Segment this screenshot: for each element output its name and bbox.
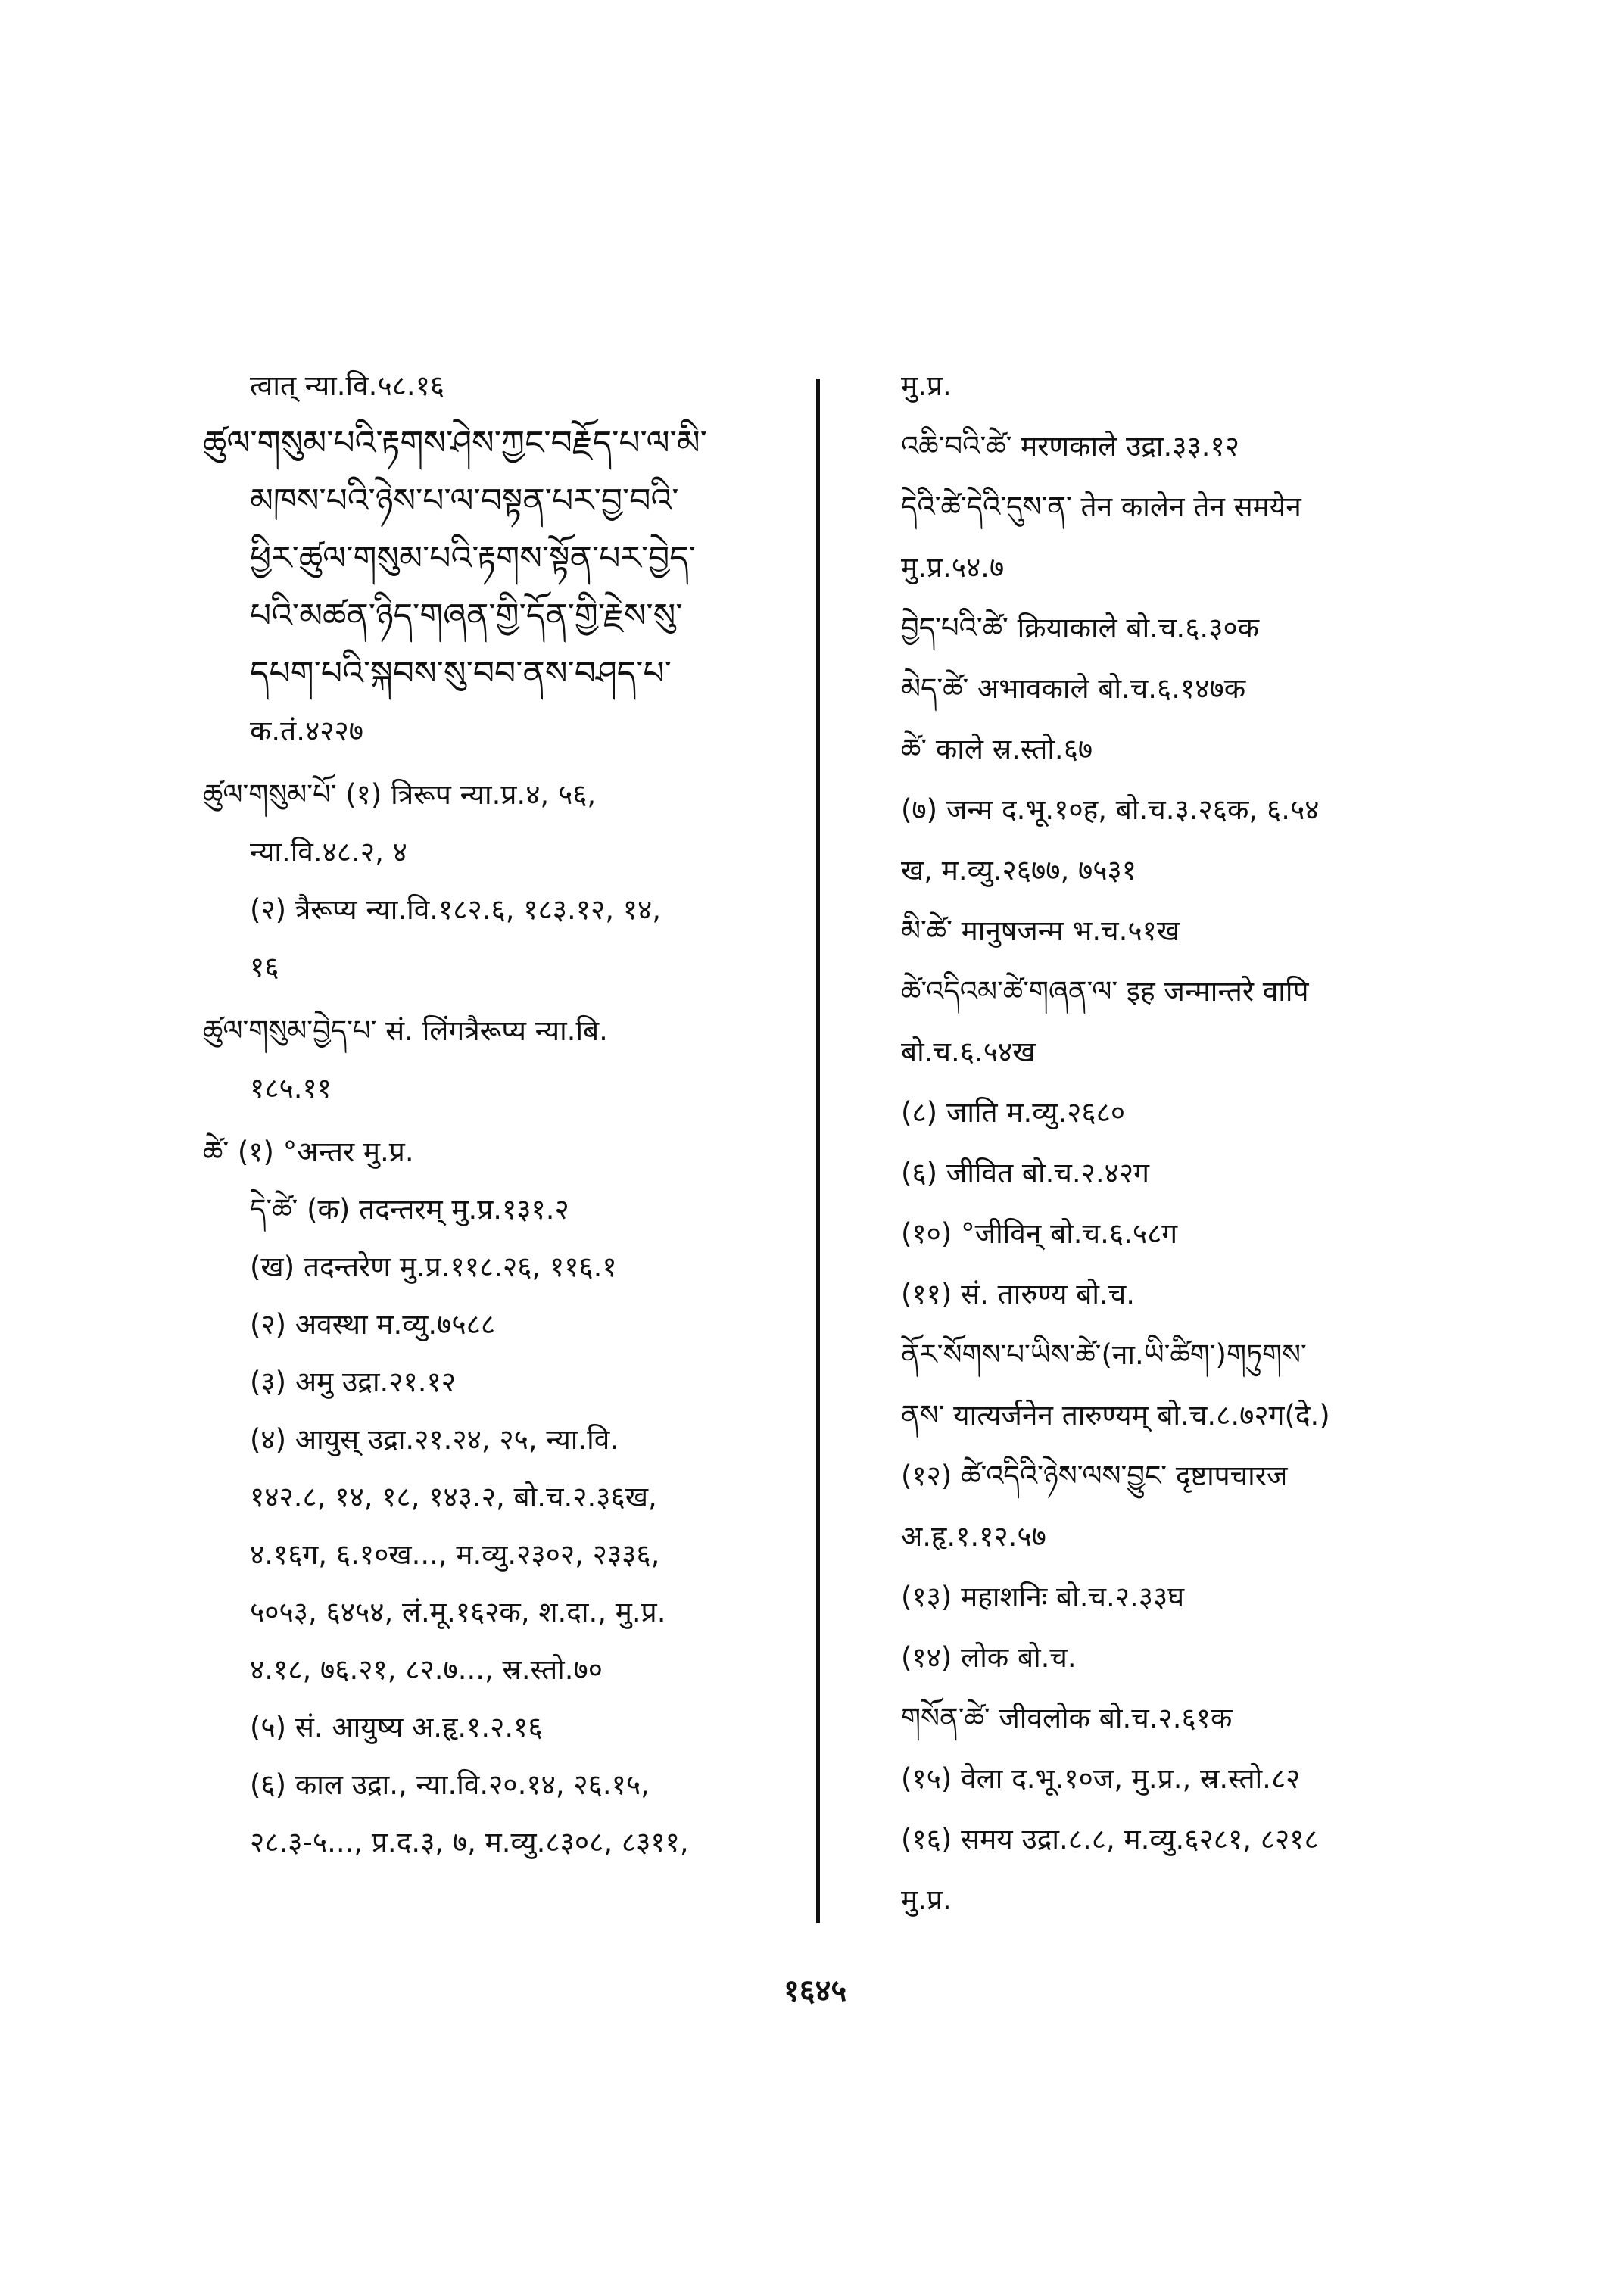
entry-line: ཚུལ་གསུམ་བྱེད་པ་ सं. लिंगत्रैरूप्य न्या.बि. [203,1014,608,1047]
entry-line: པའི་མཚན་ཉིད་གཞན་གྱི་དོན་གྱི་རྗེས་སུ་ [250,597,683,635]
entry-line: ཚུལ་གསུམ་པོ་ (१) त्रिरूप न्या.प्र.४, ५६, [203,778,597,811]
entry-line: མེད་ཚེ་ अभावकाले बो.च.६.१४७क [901,672,1246,705]
entry-line: (८) जाति म.व्यु.२६८० [901,1096,1126,1129]
entry-line: २८.३-५..., प्र.द.३, ७, म.व्यु.८३०८, ८३११, [250,1826,689,1858]
entry-line: ཚེ་འདིའམ་ཚེ་གཞན་ལ་ इह जन्मान्तरे वापि [901,975,1309,1008]
entry-line: མཁས་པའི་ཉེས་པ་ལ་བསྟན་པར་བྱ་བའི་ [250,481,679,520]
entry-line: (१६) समय उद्रा.८.८, म.व्यु.६२८१, ८२१८ [901,1823,1319,1855]
entry-line: न्या.वि.४८.२, ४ [250,836,407,868]
entry-line: (१४) लोक बो.च. [901,1641,1077,1674]
entry-line: मु.प्र.५४.७ [901,551,1005,584]
entry-line: १६ [250,951,279,983]
entry-line: ཚེ་ (१) °अन्तर मु.प्र. [203,1136,414,1168]
entry-line: དེའི་ཚེ་དེའི་དུས་ན་ तेन कालेन तेन समयेन [901,491,1301,523]
entry-line: मु.प्र. [901,1883,952,1916]
entry-line: (३) अमु उद्रा.२१.१२ [250,1366,457,1398]
entry-line: १४२.८, १४, १८, १४३.२, बो.च.२.३६ख, [250,1481,657,1513]
entry-line: ནོར་སོགས་པ་ཡིས་ཚེ་(ना.ཡི་ཚིག་)གཏུགས་ [901,1338,1307,1371]
entry-line: बो.च.६.५४ख [901,1036,1036,1068]
entry-line: མི་ཚེ་ मानुषजन्म भ.च.५१ख [901,914,1180,947]
entry-line: ४.१८, ७६.२१, ८२.७..., स्र.स्तो.७० [250,1653,603,1686]
entry-line: ཕྱིར་ཚུལ་གསུམ་པའི་རྟགས་སྟོན་པར་བྱེད་ [250,539,697,578]
entry-line: (५) सं. आयुष्य अ.हृ.१.२.१६ [250,1711,543,1743]
entry-line: (१२) ཚེ་འདིའི་ཉེས་ལས་བྱུང་ दृष्टापचारज [901,1460,1288,1492]
entry-line: (२) त्रैरूप्य न्या.वि.१८२.६, १८३.१२, १४, [250,893,662,926]
entry-line: (६) काल उद्रा., न्या.वि.२०.१४, २६.१५, [250,1768,650,1801]
entry-line: (६) जीवित बो.च.२.४२ग [901,1157,1149,1189]
entry-line: བྱེད་པའི་ཚེ་ क्रियाकाले बो.च.६.३०क [901,612,1260,644]
column-divider [816,379,820,1923]
entry-line: ख, म.व्यु.२६७७, ७५३१ [901,854,1136,886]
entry-line: १८५.११ [250,1072,332,1104]
entry-line: (२) अवस्था म.व्यु.७५८८ [250,1308,496,1341]
entry-line: འཆི་བའི་ཚེ་ मरणकाले उद्रा.३३.१२ [901,430,1239,463]
entry-line: ཚུལ་གསུམ་པའི་རྟགས་ཤེས་ཀྱང་བརྗོད་པ་ལ་མི་ [203,424,707,463]
entry-line: (४) आयुस् उद्रा.२१.२४, २५, न्या.वि. [250,1423,619,1456]
entry-line: ཚེ་ काले स्र.स्तो.६७ [901,733,1093,765]
entry-line: त्वात् न्या.वि.५८.१६ [250,369,445,402]
entry-line: अ.हृ.१.१२.५७ [901,1520,1046,1553]
entry-line: དེ་ཚེ་ (क) तदन्तरम् मु.प्र.१३१.२ [250,1193,569,1226]
entry-line: དཔག་པའི་སྐབས་སུ་བབ་ནས་བཤད་པ་ [250,654,672,693]
entry-line: ནས་ यात्यर्जनेन तारुण्यम् बो.च.८.७२ग(दे.) [901,1399,1330,1432]
entry-line: क.तं.४२२७ [250,715,363,747]
entry-line: ४.१६ग, ६.१०ख..., म.व्यु.२३०२, २३३६, [250,1538,660,1571]
entry-line: (११) सं. तारुण्य बो.च. [901,1278,1135,1310]
entry-line: གསོན་ཚེ་ जीवलोक बो.च.२.६१क [901,1702,1233,1734]
page-number: १६४५ [784,1974,847,2008]
right-column [901,371,1522,1946]
entry-line: ५०५३, ६४५४, लं.मू.१६२क, श.दा., मु.प्र. [250,1596,666,1628]
left-column [203,371,809,1885]
entry-line: (ख) तदन्तरेण मु.प्र.११८.२६, ११६.१ [250,1251,617,1283]
entry-line: (१३) महाशनिः बो.च.२.३३घ [901,1581,1185,1613]
entry-line: (१०) °जीविन् बो.च.६.५८ग [901,1217,1178,1250]
entry-line: (७) जन्म द.भू.१०ह, बो.च.३.२६क, ६.५४ [901,793,1320,826]
entry-line: (१५) वेला द.भू.१०ज, मु.प्र., स्र.स्तो.८२ [901,1762,1301,1795]
entry-line: मु.प्र. [901,369,952,402]
